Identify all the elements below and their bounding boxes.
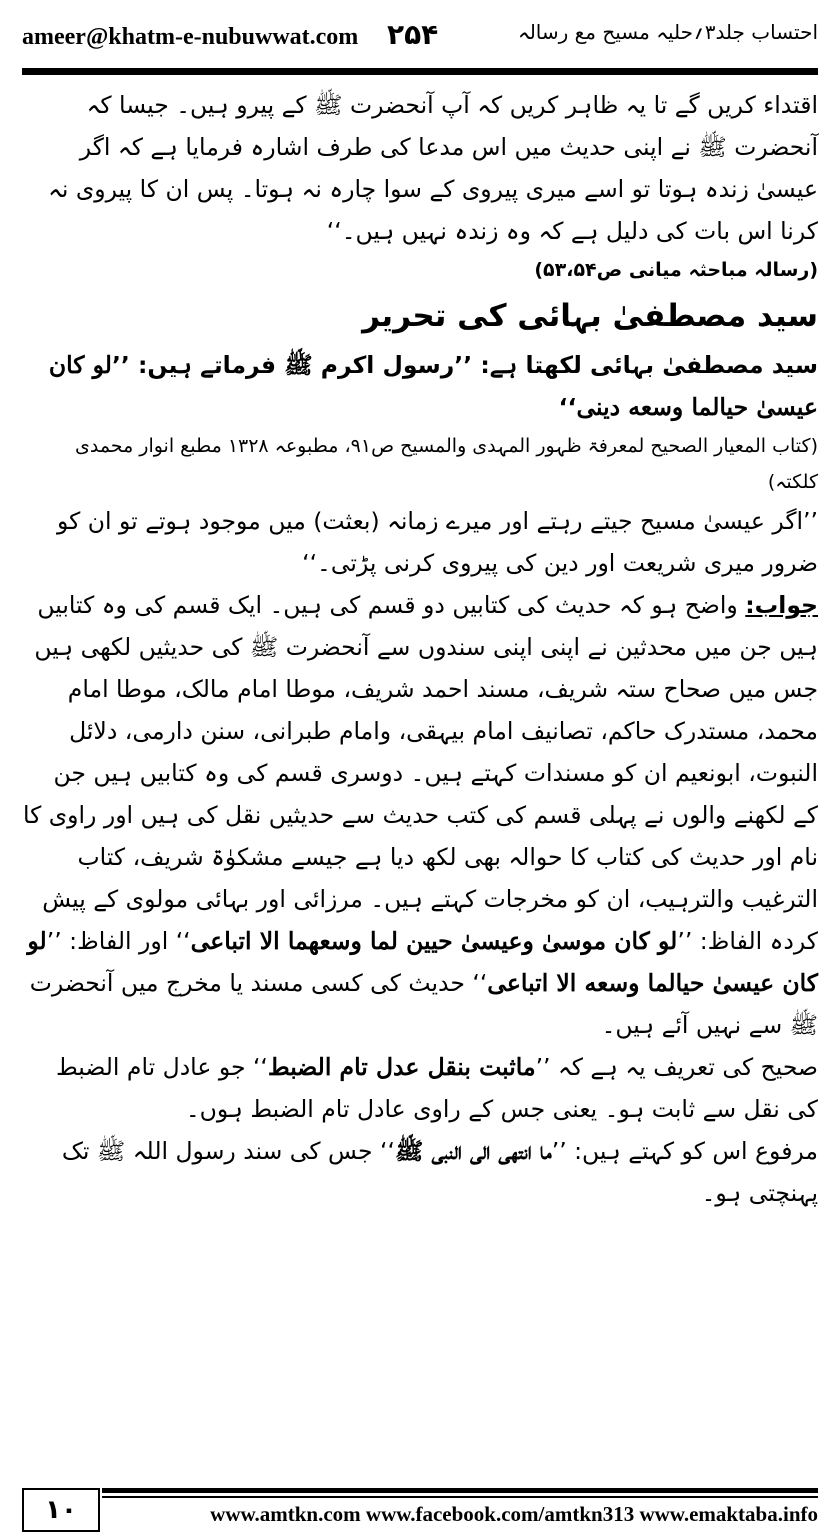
para4-text: واضح ہو کہ حدیث کی کتابیں دو قسم کی ہیں۔ ایک قسم کی وہ کتابیں ہیں جن میں محدثین نے اپنی اپنی سندوں سے آنحضرت ﷺ کی حدیثیں لکھی ہیں جس میں صحاح ستہ شریف، مسند احمد شریف، موطا امام مالک، موطا امام محمد، مستدرک حاکم، تصانیف امام بیہقی، وامام طبرانی، سنن دارمی، دلائل النبوت، ابونعیم ان کو مسندات کہتے ہیں۔ دوسری قسم کی وہ کتابیں ہیں جن کے لکھنے والوں نے پہلی قسم کی کتب حدیث سے حدیثیں نقل کی ہیں اور راوی کا نام اور حدیث کی کتاب کا حوالہ بھی لکھ دیا ہے جیسے مشکوٰۃ شریف، کتاب الترغیب والترہیب، ان کو مخرجات کہتے ہیں۔ مرزائی اور بہائی مولوی کے پیش کردہ الفاظ: ’’ — [22, 591, 818, 955]
para2-intro: سید مصطفیٰ بہائی لکھتا ہے: ’’رسول اکرم ﷺ فرماتے ہیں: ’’ — [111, 351, 818, 379]
footer-rule-thick — [102, 1488, 818, 1493]
paragraph-5 — [22, 1046, 818, 1130]
paragraph-1: اقتداء کریں گے تا یہ ظاہر کریں کہ آپ آنحضرت ﷺ کے پیرو ہیں۔ جیسا کہ آنحضرت ﷺ نے اپنی حدیث میں اس مدعا کی طرف اشارہ فرمایا ہے کہ اگر عیسیٰ زندہ ہوتا تو اسے میری پیروی کے سوا چارہ نہ ہوتا۔ پس ان کا پیروی نہ کرنا اس بات کی دلیل ہے کہ وہ زندہ نہیں ہیں۔‘‘ — [48, 91, 818, 245]
para5-arabic: ماثبت بنقل عدل تام الضبط — [267, 1053, 536, 1081]
header-title: احتساب جلد۳؍حلیہ مسیح مع رسالہ — [517, 20, 818, 44]
paragraph-3: ’’اگر عیسیٰ مسیح جیتے رہتے اور میرے زمانہ (بعثت) میں موجود ہوتے تو ان کو ضرور میری شریعت اور دین کی پیروی کرنی پڑتی۔‘‘ — [56, 507, 818, 577]
header-email: ameer@khatm-e-nubuwwat.com — [22, 24, 359, 50]
para6-intro: مرفوع اس کو کہتے ہیں: ’’ — [551, 1137, 818, 1165]
header-rule — [22, 68, 818, 75]
reference-risala: (رسالہ مباحثہ میانی ص۵۳،۵۴) — [534, 259, 818, 281]
para6-end: ‘‘ جس کی سند رسول اللہ ﷺ تک پہنچتی ہو۔ — [61, 1137, 818, 1207]
page-header — [22, 14, 818, 62]
para4-end: ‘‘ حدیث کی کسی مسند یا مخرج میں آنحضرت ﷺ سے نہیں آئے ہیں۔ — [29, 969, 818, 1039]
section-heading: سید مصطفیٰ بہائی کی تحریر — [362, 298, 818, 334]
header-page-number: ۲۵۴ — [387, 18, 439, 51]
para4-arabic-2: لو کان عیسیٰ حیالما وسعه الا اتباعی — [27, 927, 818, 997]
para2-arabic: لو کان عیسیٰ حیالما وسعه دینی — [48, 351, 818, 421]
footer-rule-thin — [102, 1496, 818, 1498]
para5-intro: صحیح کی تعریف یہ ہے کہ ’’ — [535, 1053, 818, 1081]
paragraph-6 — [22, 1130, 818, 1214]
para4-mid: ‘‘ اور الفاظ: ’’ — [46, 927, 191, 955]
footer-page-box: ۱۰ — [22, 1488, 100, 1532]
reference-row — [22, 252, 818, 288]
page-body — [22, 84, 818, 1479]
paragraph-4 — [22, 584, 818, 1046]
answer-label: جواب: — [745, 591, 818, 619]
para6-arabic: ما انتهی الی النبی ﷺ — [394, 1137, 552, 1165]
paragraph-2 — [22, 344, 818, 428]
para5-end: ‘‘ جو عادل تام الضبط کی نقل سے ثابت ہو۔ یعنی جس کے راوی عادل تام الضبط ہوں۔ — [55, 1053, 818, 1123]
reference-kitab: (کتاب المعیار الصحیح لمعرفۃ ظہور المہدی والمسیح ص۹۱، مطبوعہ ۱۳۲۸ مطبع انوار محمدی کلکتہ) — [74, 435, 818, 493]
para4-arabic-1: لو کان موسیٰ وعیسیٰ حیین لما وسعهما الا اتباعی — [190, 927, 678, 955]
page-footer — [22, 1488, 818, 1532]
footer-links: www.amtkn.com www.facebook.com/amtkn313 www.emaktaba.info — [210, 1502, 818, 1526]
para2-end: ‘‘ — [558, 393, 577, 421]
